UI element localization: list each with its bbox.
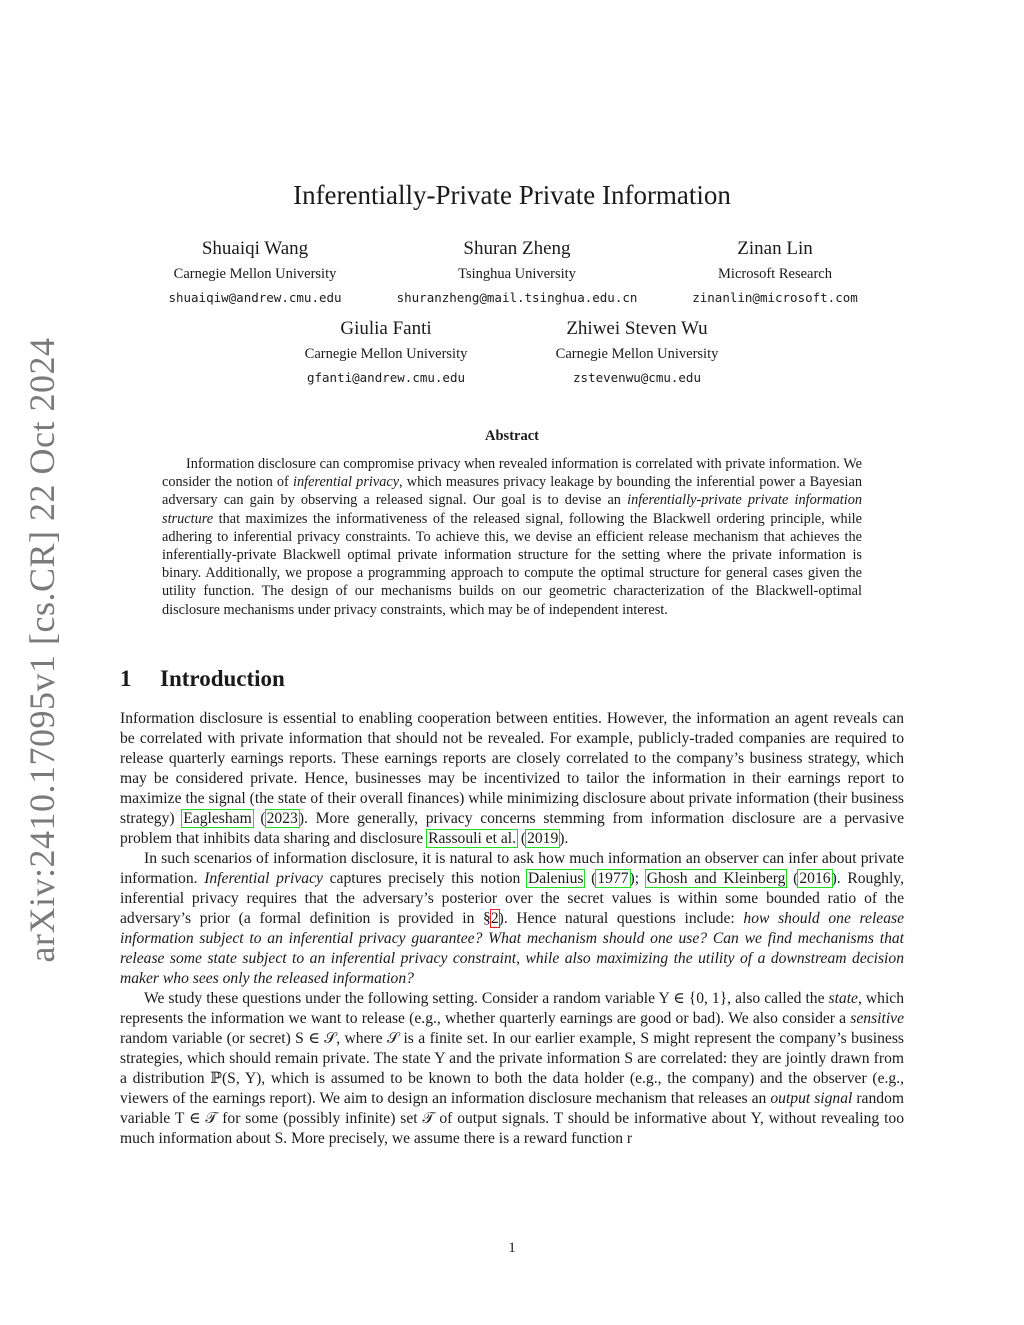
paragraph: Information disclosure is essential to enabling cooperation between entities. However, the information an agent reveals can be correlated with private information that should not be revealed. For example, publicly-traded companies are required to release quarterly earnings reports. These earnings reports are closely correlated to the company’s business strategy, which may be considered private. Hence, businesses may be incentivized to tailor the information in their earnings report to maximize the signal (the state of their overall finances) while minimizing disclosure about private information (their business strategy) Eaglesham (2023). More generally, privacy concerns stemming from information disclosure are a pervasive problem that inhibits data sharing and disclosure Rassouli et al. (2019). [120, 710, 904, 847]
emphasis: how should one release information subject to an inferential privacy guarantee? What mechanism should one use? Can we find mechanisms that release some state subject to an inferential privacy constraint, while also maximizing the utility of a downstream decision maker who sees only the released information? [120, 910, 905, 987]
author-name: Shuran Zheng [463, 238, 571, 259]
text-segment: We study these questions under the following setting. Consider a random variable Y ∈ {0, 1}, also called the [144, 990, 829, 1007]
page-number: 1 [508, 1240, 516, 1256]
arxiv-identifier-stamp: arXiv:2410.17095v1 [cs.CR] 22 Oct 2024 [22, 337, 62, 963]
text-segment: ; [634, 870, 646, 887]
author-block [556, 316, 719, 390]
abstract-heading: Abstract [485, 428, 539, 444]
citation-link[interactable]: Dalenius [528, 870, 584, 887]
author-name: Zinan Lin [737, 238, 813, 259]
author-email: shuranzheng@mail.tsinghua.edu.cn [396, 290, 638, 305]
author-block [692, 236, 858, 310]
abstract-emphasis: inferentially-private private information structure [162, 492, 862, 527]
text-segment: Information disclosure is essential to enabling cooperation between entities. However, the information an agent reveals can be correlated with private information that should not be revealed. For example, publicly-traded companies are required to release quarterly earnings reports. These earnings reports are closely correlated to the company’s business strategy, which may be considered private. Hence, businesses may be incentivized to tailor the information in their earnings report to maximize the signal (the state of their overall finances) while minimizing disclosure about private information (their business strategy) [120, 710, 904, 827]
abstract-text-segment: , which measures privacy leakage by bounding the inferential power a Bayesian adversary can gain by observing a released signal. Our goal is to devise an [162, 474, 862, 509]
author-email: shuaiqiw@andrew.cmu.edu [168, 290, 342, 305]
author-affiliation: Carnegie Mellon University [304, 346, 468, 362]
emphasis: sensitive [850, 1010, 904, 1027]
abstract-emphasis: inferential privacy [292, 474, 400, 491]
author-affiliation: Microsoft Research [718, 266, 832, 282]
section-heading [120, 666, 285, 692]
introduction-body [120, 709, 904, 1149]
text-segment: . More generally, privacy concerns stemming from information disclosure are a pervasive problem that inhibits data sharing and disclosure [120, 810, 904, 847]
text-segment: captures precisely this notion [322, 870, 528, 887]
author-affiliation: Carnegie Mellon University [173, 266, 337, 282]
paragraph: In such scenarios of information disclosure, it is natural to ask how much information an observer can infer about private information. Inferential privacy captures precisely this notion Dalenius (1977); Ghosh and Kleinberg (2016). Roughly, inferential privacy requires that the adversary’s posterior over the secret values is within some bounded ratio of the adversary’s prior (a formal definition is provided in §2). Hence natural questions include: how should one release information subject to an inferential privacy guarantee? What mechanism should one use? Can we find mechanisms that release some state subject to an inferential privacy constraint, while also maximizing the utility of a downstream decision maker who sees only the released information? [120, 850, 905, 987]
section-reference-link[interactable]: 2 [490, 910, 499, 927]
citation-year-link[interactable]: 2016 [799, 870, 831, 887]
abstract-text [162, 455, 862, 619]
author-name: Zhiwei Steven Wu [566, 318, 708, 339]
citation-link[interactable]: Ghosh and Kleinberg [646, 870, 786, 887]
citation-link[interactable]: Eaglesham [183, 810, 252, 827]
abstract-text-segment: that maximizes the informativeness of the released signal, following the Blackwell ordering principle, while adhering to inferential privacy constraints. To achieve this, we devise an efficient release mechanism that achieves the inferentially-private Blackwell optimal private information structure for the setting where the private information is binary. Additionally, we propose a programming approach to compute the optimal structure for general cases given the utility function. The design of our mechanisms builds on our geometric characterization of the Blackwell-optimal disclosure mechanisms under privacy constraints, which may be of independent interest. [162, 510, 862, 618]
abstract-text-segment: Information disclosure can compromise privacy when revealed information is correlated with private information. We consider the notion of [162, 456, 862, 491]
section-title: Introduction [160, 666, 285, 691]
author-affiliation: Tsinghua University [458, 266, 576, 282]
emphasis: output signal [770, 1090, 853, 1107]
author-email: zstevenwu@cmu.edu [573, 370, 701, 385]
author-email: zinanlin@microsoft.com [692, 290, 858, 305]
author-email: gfanti@andrew.cmu.edu [306, 370, 466, 385]
text-segment: random variable T ∈ 𝒯 for some (possibly infinite) set 𝒯 of output signals. T should be informative about Y, without revealing too much information about S. More precisely, we assume there is a reward function r [120, 1090, 904, 1147]
text-segment: , which represents the information we want to release (e.g., whether quarterly earnings are good or bad). We also consider a [120, 990, 905, 1027]
text-segment: random variable (or secret) S ∈ 𝒮, where 𝒮 is a finite set. In our earlier example, S might represent the company’s business strategies, which should remain private. The state Y and the private information S are correlated: they are jointly drawn from a distribution ℙ(S, Y), which is assumed to be known to both the data holder (e.g., the company) and the observer (e.g., viewers of the earnings report). We aim to design an information disclosure mechanism that releases an [120, 1030, 904, 1107]
emphasis: state [828, 990, 858, 1007]
paper-title: Inferentially-Private Private Information [293, 180, 731, 210]
citation-year-link[interactable]: 2023 [266, 810, 298, 827]
author-block [168, 236, 341, 310]
paragraph [120, 989, 904, 1149]
section-number: 1 [120, 666, 132, 691]
citation-year-link[interactable]: 2019 [527, 830, 559, 847]
author-block [397, 236, 638, 310]
text-segment: . [564, 830, 569, 847]
author-name: Giulia Fanti [340, 318, 432, 339]
citation-year-link[interactable]: 1977 [597, 870, 629, 887]
citation-link[interactable]: Rassouli et al. [428, 830, 516, 847]
text-segment: . Roughly, inferential privacy requires that the adversary’s posterior over the secret values is within some bounded ratio of the adversary’s prior (a formal definition is provided in § [120, 870, 904, 927]
author-block [305, 316, 468, 390]
text-segment: ). Hence natural questions include: [498, 910, 744, 927]
text-segment: In such scenarios of information disclosure, it is natural to ask how much information an observer can infer about private information. [120, 850, 904, 887]
author-name: Shuaiqi Wang [201, 238, 309, 259]
author-affiliation: Carnegie Mellon University [555, 346, 719, 362]
emphasis: Inferential privacy [204, 870, 323, 887]
